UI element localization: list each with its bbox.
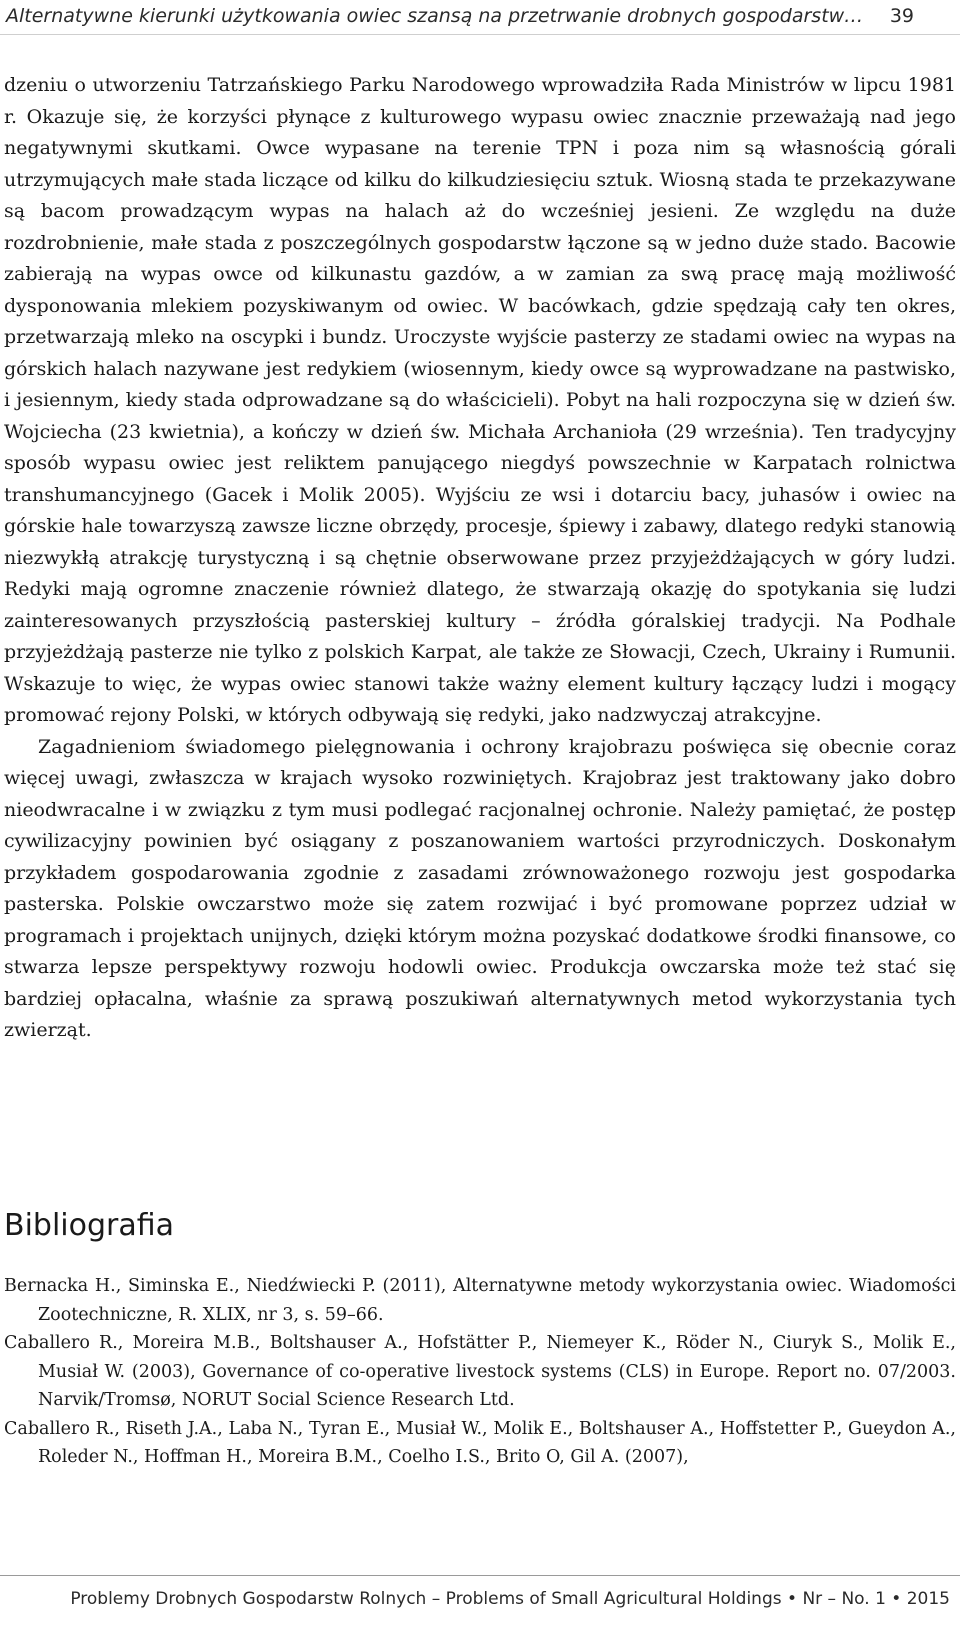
page-footer: Problemy Drobnych Gospodarstw Rolnych – Problems of Small Agricultural Holdings • Nr – No. 1 • 2015 <box>70 1589 950 1609</box>
running-title: Alternatywne kierunki użytkowania owiec szansą na przetrwanie drobnych gospodarstw… <box>6 5 864 27</box>
body-text <box>4 70 956 1047</box>
body-paragraph: Zagadnieniom świadomego pielęgnowania i ochrony krajobrazu poświęca się obecnie coraz więcej uwagi, zwłaszcza w krajach wysoko rozwiniętych. Krajobraz jest traktowany jako dobro nieodwracalne i w związku z tym musi podlegać racjonalnej ochronie. Należy pamiętać, że postęp cywilizacyjny powinien być osiągany z poszanowaniem wartości przyrodniczych. Doskonałym przykładem gospodarowania zgodnie z zasadami zrównoważonego rozwoju jest gospodarka pasterska. Polskie owczarstwo może się zatem rozwijać i być promowane poprzez udział w programach i projektach unijnych, dzięki którym można pozyskać dodatkowe środki finansowe, co stwarza lepsze perspektywy rozwoju hodowli owiec. Produkcja owczarska może też stać się bardziej opłacalna, właśnie za sprawą poszukiwań alternatywnych metod wykorzystania tych zwierząt. <box>4 735 956 1041</box>
bibliography-entry: Caballero R., Riseth J.A., Laba N., Tyran E., Musiał W., Molik E., Boltshauser A., Hoffstetter P., Gueydon A., Roleder N., Hoffman H., Moreira B.M., Coelho I.S., Brito O, Gil A. (2007), <box>4 1418 956 1467</box>
bibliography-entry: Bernacka H., Siminska E., Niedźwiecki P. (2011), Alternatywne metody wykorzystania owiec. Wiadomości Zootechniczne, R. XLIX, nr 3, s. 59–66. <box>4 1276 956 1325</box>
bibliography-heading: Bibliografia <box>4 1208 175 1243</box>
bibliography-list <box>4 1272 956 1472</box>
footer-divider <box>0 1575 960 1576</box>
header-divider <box>0 34 960 35</box>
page-number: 39 <box>889 5 914 27</box>
body-paragraph: dzeniu o utworzeniu Tatrzańskiego Parku Narodowego wprowadziła Rada Ministrów w lipcu 1981 r. Okazuje się, że korzyści płynące z kulturowego wypasu owiec znacznie przeważają nad jego negatywnymi skutkami. Owce wypasane na terenie TPN i poza nim są własnością górali utrzymujących małe stada liczące od kilku do kilkudziesięciu sztuk. Wiosną stada te przekazywane są bacom prowadzącym wypas na halach aż do wcześniej jesieni. Ze względu na duże rozdrobnienie, małe stada z poszczególnych gospodarstw łączone są w jedno duże stado. Bacowie zabierają na wypas owce od kilkunastu gazdów, a w zamian za swą pracę mają możliwość dysponowania mlekiem pozyskiwanym od owiec. W bacówkach, gdzie spędzają cały ten okres, przetwarzają mleko na oscypki i bundz. Uroczyste wyjście pasterzy ze stadami owiec na wypas na górskich halach nazywane jest redykiem (wiosennym, kiedy owce są wyprowadzane na pastwisko, i jesiennym, kiedy stada odprowadzane są do właścicieli). Pobyt na hali rozpoczyna się w dzień św. Wojciecha (23 kwietnia), a kończy w dzień św. Michała Archanioła (29 września). Ten tradycyjny sposób wypasu owiec jest reliktem panującego niegdyś powszechnie w Karpatach rolnictwa transhumancyjnego (Gacek i Molik 2005). Wyjściu ze wsi i dotarciu bacy, juhasów i owiec na górskie hale towarzyszą zawsze liczne obrzędy, procesje, śpiewy i zabawy, dlatego redyki stanowią niezwykłą atrakcję turystyczną i są chętnie obserwowane przez przyjeżdżających w góry ludzi. Redyki mają ogromne znaczenie również dlatego, że stwarzają okazję do spotykania się ludzi zainteresowanych przyszłością pasterskiej kultury – źródła góralskiej tradycji. Na Podhale przyjeżdżają pasterze nie tylko z polskich Karpat, ale także ze Słowacji, Czech, Ukrainy i Rumunii. Wskazuje to więc, że wypas owiec stanowi także ważny element kultury łączący ludzi i mogący promować rejony Polski, w których odbywają się redyki, jako nadzwyczaj atrakcyjne. <box>4 74 956 726</box>
running-header <box>6 2 920 30</box>
bibliography-entry: Caballero R., Moreira M.B., Boltshauser A., Hofstätter P., Niemeyer K., Röder N., Ciuryk S., Molik E., Musiał W. (2003), Governance of co-operative livestock systems (CLS) in Europe. Report no. 07/2003. Narvik/Tromsø, NORUT Social Science Research Ltd. <box>4 1333 956 1410</box>
